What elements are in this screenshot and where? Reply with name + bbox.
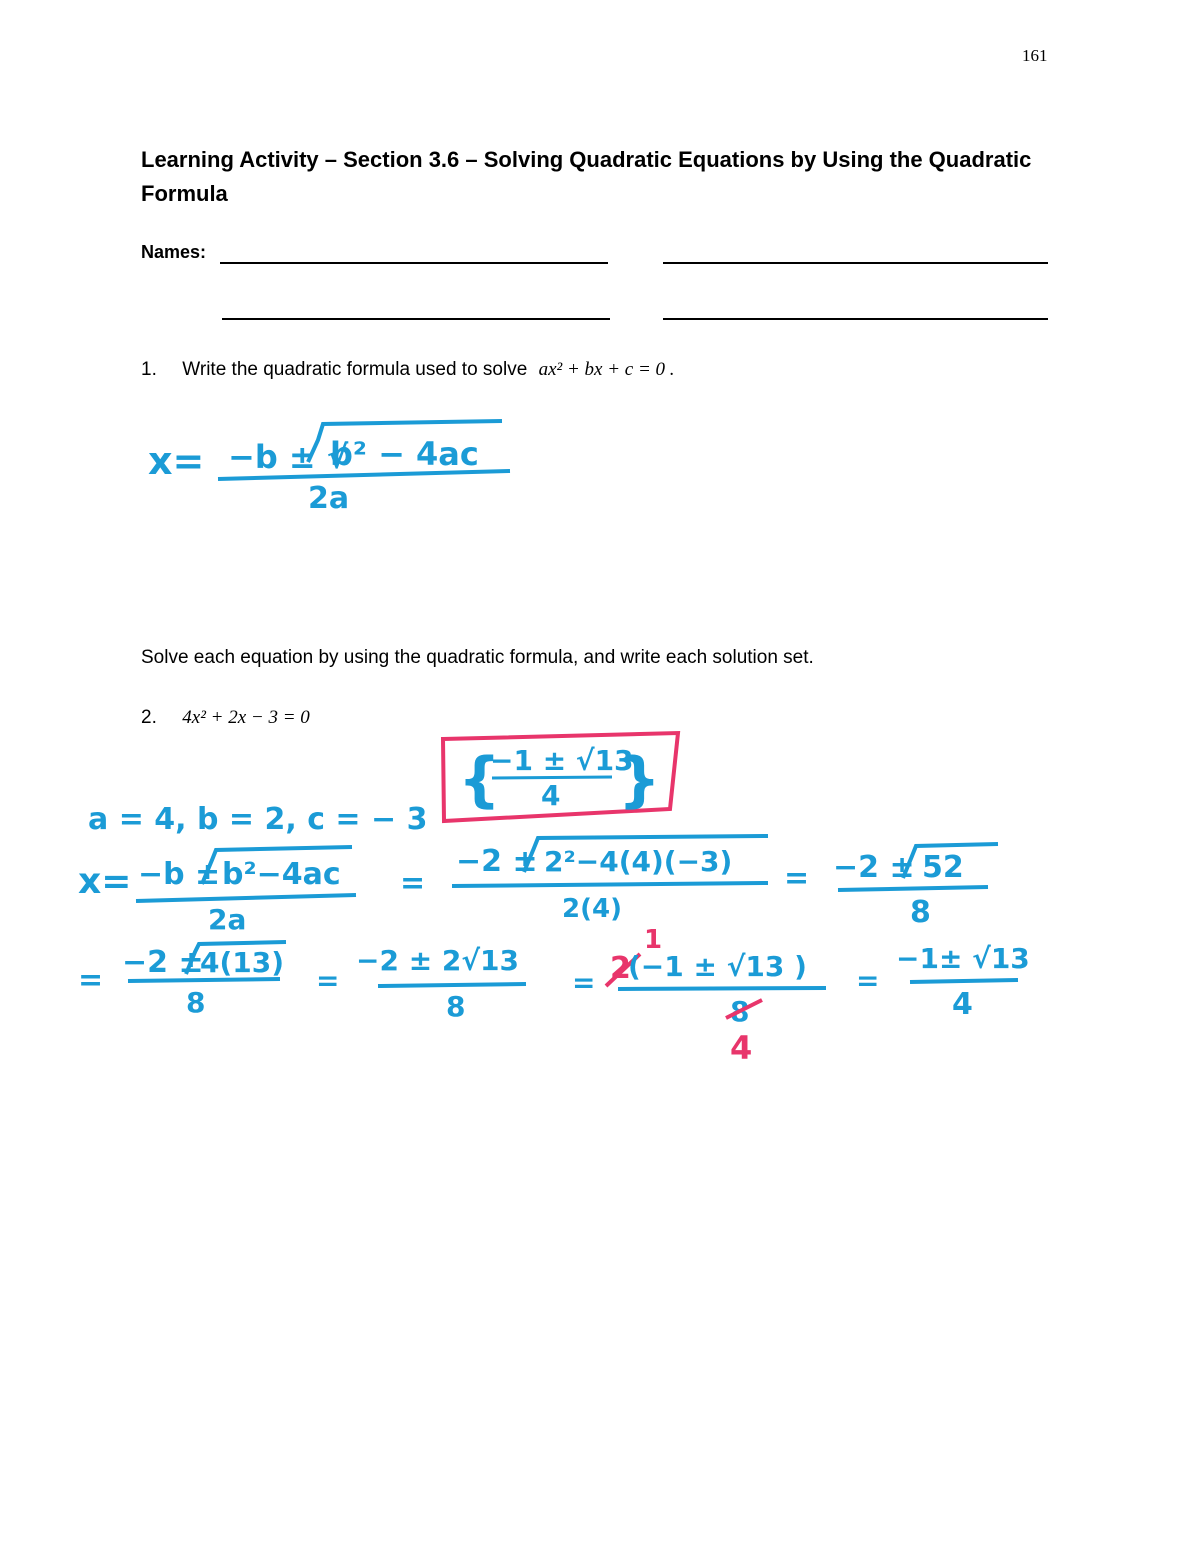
step6-numerator: (−1 ± √13 ) xyxy=(628,950,807,983)
step3-radicand: 52 xyxy=(922,850,964,885)
question-1-number: 1. xyxy=(141,359,157,380)
step6-equals: = xyxy=(572,966,596,999)
step2-fraction-bar xyxy=(452,883,768,886)
step3-denominator: 8 xyxy=(910,895,931,930)
step4-denominator: 8 xyxy=(186,986,206,1019)
page-title: Learning Activity – Section 3.6 – Solving Quadratic Equations by Using the Quadratic Formula xyxy=(141,147,1032,206)
step1-fraction-bar xyxy=(136,895,356,901)
step6-reduced-denominator: 4 xyxy=(730,1029,753,1067)
instructions: Solve each equation by using the quadratic formula, and write each solution set. xyxy=(141,647,814,668)
page-number: 161 xyxy=(1022,46,1048,65)
step1-lhs: x= xyxy=(78,861,132,902)
step3-numerator: −2 ± xyxy=(833,850,915,885)
step2-numerator: −2 ± xyxy=(456,844,538,879)
step1-numerator: −b ± xyxy=(138,857,221,892)
step6-factor: 2 xyxy=(610,951,631,986)
step5-numerator: −2 ± 2√13 xyxy=(356,944,520,977)
question-2-equation: 4x² + 2x − 3 = 0 xyxy=(182,707,310,728)
question-2-number: 2. xyxy=(141,707,157,728)
step2-equals: = xyxy=(400,866,426,901)
question-1-equation: ax² + bx + c = 0 . xyxy=(538,359,675,380)
q1-lhs: x= xyxy=(148,439,205,483)
q1-handwritten-formula xyxy=(148,421,510,516)
step7-equals: = xyxy=(856,964,880,997)
right-brace: } xyxy=(618,745,661,815)
solution-row-2 xyxy=(78,925,1030,1067)
step7-numerator: −1± √13 xyxy=(896,942,1030,975)
solution-row-1 xyxy=(78,836,998,936)
step2-denominator: 2(4) xyxy=(562,894,622,924)
answer-numerator: −1 ± √13 xyxy=(490,744,634,777)
question-1-text: Write the quadratic formula used to solve xyxy=(182,359,528,380)
step6-reduced-factor: 1 xyxy=(644,925,663,955)
step4-equals: = xyxy=(78,963,104,998)
step5-denominator: 8 xyxy=(446,990,466,1023)
step4-radicand: 4(13) xyxy=(200,946,285,979)
answer-denominator: 4 xyxy=(541,779,561,812)
q1-numerator: −b ± √ xyxy=(228,438,349,476)
step5-equals: = xyxy=(316,964,340,997)
step5-fraction-bar xyxy=(378,984,526,986)
q1-radicand: b² − 4ac xyxy=(330,435,479,473)
step1-denominator: 2a xyxy=(208,903,247,936)
step7-fraction-bar xyxy=(910,980,1018,982)
boxed-answer xyxy=(443,733,678,821)
step2-radicand: 2²−4(4)(−3) xyxy=(544,845,733,878)
step4-fraction-bar xyxy=(128,979,280,981)
answer-fraction-bar xyxy=(492,777,612,778)
q1-denominator: 2a xyxy=(308,481,350,516)
step6-denominator: 8 xyxy=(730,995,750,1028)
step7-denominator: 4 xyxy=(952,987,973,1022)
step4-numerator: −2 ± xyxy=(122,945,204,980)
step1-radicand: b²−4ac xyxy=(222,857,341,892)
left-brace: { xyxy=(458,745,501,815)
step6-fraction-bar xyxy=(618,988,826,989)
step3-fraction-bar xyxy=(838,887,988,890)
names-label: Names: xyxy=(141,242,207,262)
coefficients: a = 4, b = 2, c = − 3 xyxy=(88,802,428,837)
step3-equals: = xyxy=(784,861,810,896)
